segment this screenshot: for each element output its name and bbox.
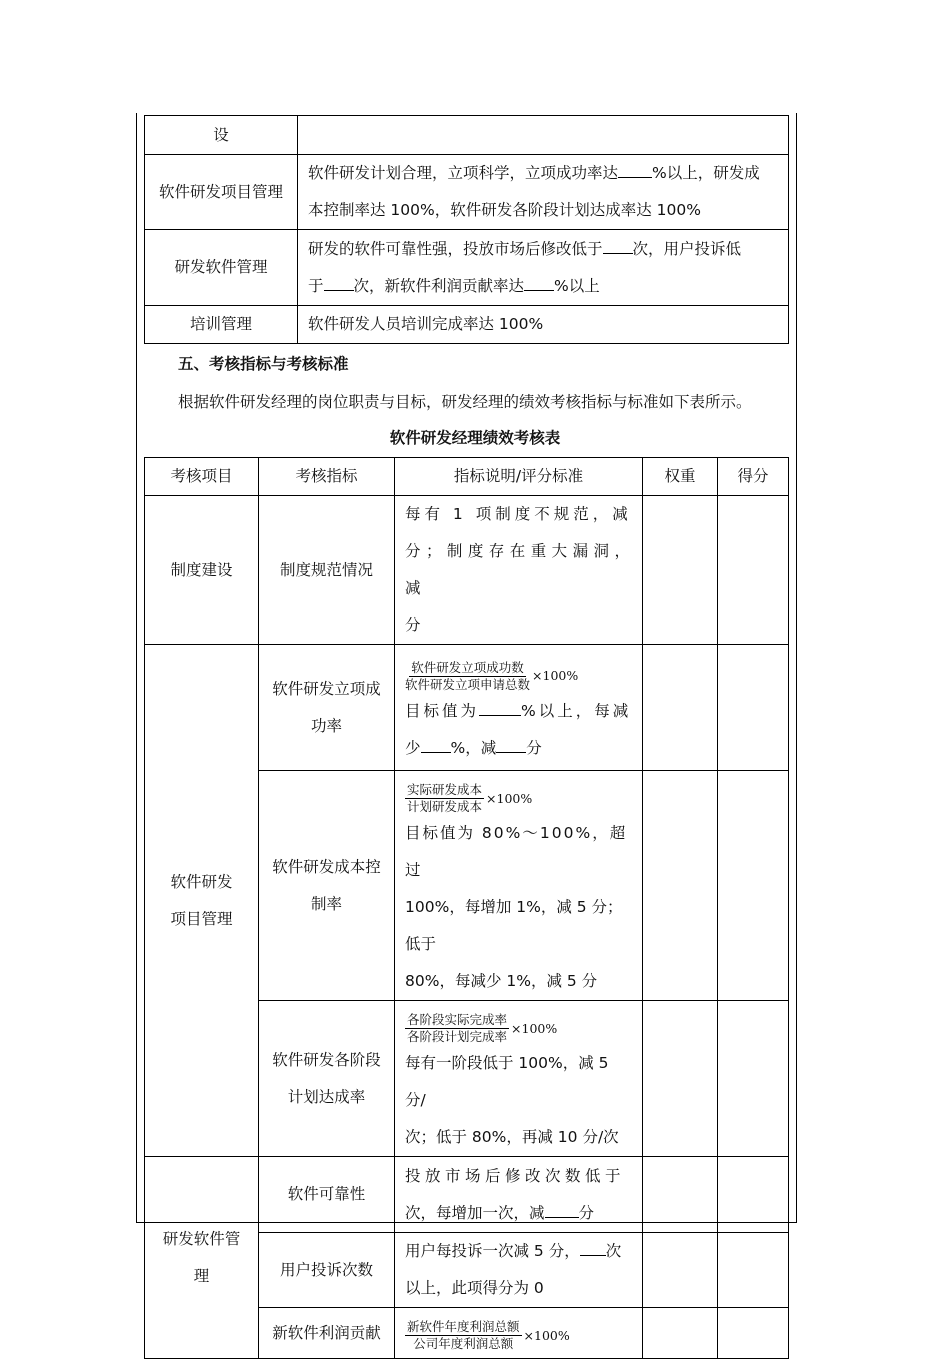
text: 用户每投诉一次减 5 分， [405,1242,580,1260]
formula [405,1319,570,1352]
group-line: 理 [193,1266,210,1285]
text: 次，用户投诉低 [632,239,742,258]
score-cell [718,771,789,1001]
cell-item: 研发软件管理 [145,230,298,306]
text: 软件研发计划合理，立项科学，立项成功率达 [308,164,619,182]
blank-field [618,163,652,178]
formula-denominator: 计划研发成本 [407,799,483,814]
score-cell [718,645,789,771]
text: %以上 [554,276,600,295]
group-cell [145,1157,259,1359]
header-cell: 得分 [718,458,789,496]
desc-line: 次；低于 80%，再减 10 分/次 [405,1128,619,1146]
desc-line [405,730,634,767]
indicator-cell [259,771,395,1001]
text: 研发的软件可靠性强，投放市场后修改低于 [308,239,603,258]
indicator-cell [259,645,395,771]
text: %以上，每减 [521,701,632,720]
weight-cell [643,645,718,771]
text: 分 [578,1203,595,1222]
desc-line: 以上，此项得分为 0 [405,1279,544,1297]
formula-multiplier: ×100% [486,790,533,806]
table-row [145,645,789,771]
text: %以上，研发成 [652,164,760,182]
cell-standard [298,116,789,155]
weight-cell [643,1001,718,1157]
weight-cell [643,1233,718,1308]
blank-field [496,738,526,753]
formula [405,782,532,815]
desc-cell [395,771,643,1001]
formula-numerator: 新软件年度利润总额 [407,1319,520,1334]
indicator-line: 软件研发各阶段 [272,1050,381,1069]
cell-standard [298,155,789,230]
text: %，减 [450,738,497,757]
blank-field [524,276,554,291]
indicator-cell [259,1001,395,1157]
indicator-line: 制率 [310,894,342,913]
table-row [145,1157,789,1233]
desc-cell [395,1308,643,1359]
formula [405,660,578,693]
group-line: 项目管理 [170,909,233,928]
desc-line: 分；制度存在重大漏洞，减 [405,542,634,597]
indicator-cell: 制度规范情况 [259,496,395,645]
formula-numerator: 软件研发立项成功数 [411,659,524,675]
header-cell: 考核项目 [145,458,259,496]
weight-cell [643,1308,718,1359]
table-row [145,230,789,306]
desc-line: 投放市场后修改次数低于 [405,1166,626,1185]
formula-numerator: 实际研发成本 [407,782,483,797]
desc-line: 每有 1 项制度不规范，减 [405,505,632,523]
formula [405,1012,557,1045]
header-cell: 考核指标 [259,458,395,496]
formula-multiplier: ×100% [532,668,579,683]
blank-field [545,1203,579,1218]
intro-paragraph: 根据软件研发经理的岗位职责与目标，研发经理的绩效考核指标与标准如下表所示。 [178,393,752,411]
text: 于 [308,276,324,295]
blank-field [421,738,451,753]
formula-multiplier: ×100% [523,1327,570,1343]
formula-numerator: 各阶段实际完成率 [407,1012,508,1027]
responsibility-table [144,115,789,344]
score-cell [718,1233,789,1308]
text: 次，新软件利润贡献率达 [353,276,525,295]
header-row [145,458,789,496]
desc-cell [395,645,643,771]
formula-denominator: 各阶段计划完成率 [407,1029,508,1044]
formula-multiplier: ×100% [511,1020,558,1036]
cell-item: 设 [145,116,298,155]
text: 少 [405,738,421,757]
desc-cell [395,496,643,645]
table-row [145,155,789,230]
section-title: 五、考核指标与考核标准 [178,355,349,373]
score-cell [718,1001,789,1157]
table-row [145,496,789,645]
text: 次，每增加一次，减 [405,1203,545,1222]
header-cell: 指标说明/评分标准 [395,458,643,496]
desc-line [405,693,634,730]
formula-denominator: 公司年度利润总额 [413,1336,514,1351]
desc-cell [395,1001,643,1157]
table-row [145,116,789,155]
weight-cell [643,1157,718,1233]
desc-line: 每有一阶段低于 100%，减 5 分/ [405,1054,609,1109]
text: 次 [605,1242,622,1260]
desc-line: 分 [405,616,421,634]
indicator-cell: 软件可靠性 [259,1157,395,1233]
score-cell [718,1308,789,1359]
score-cell [718,496,789,645]
desc-line [405,1195,634,1232]
indicator-line: 软件研发成本控 [272,857,381,876]
header-cell: 权重 [643,458,718,496]
group-cell [145,645,259,1157]
indicator-line: 软件研发立项成 [272,679,381,698]
score-cell [718,1157,789,1233]
desc-line: 100%，每增加 1%，减 5 分；低于 [405,898,623,953]
indicator-line: 计划达成率 [287,1087,366,1106]
weight-cell [643,496,718,645]
text: 分 [526,738,542,757]
desc-line [405,1233,634,1270]
desc-cell [395,1233,643,1308]
blank-field [479,701,521,716]
table-title: 软件研发经理绩效考核表 [389,429,561,447]
table-row [145,306,789,344]
group-cell: 制度建设 [145,496,259,645]
blank-field [324,276,354,291]
group-line: 软件研发 [170,872,233,891]
text: 本控制率达 100%，软件研发各阶段计划达成率达 100% [308,201,701,219]
text: 目标值为 [405,701,480,720]
cell-standard [298,230,789,306]
formula-denominator: 软件研发立项申请总数 [405,676,531,692]
indicator-line: 功率 [310,716,342,735]
kpi-table [144,457,789,1359]
indicator-cell: 新软件利润贡献 [259,1308,395,1359]
blank-field [580,1241,606,1256]
desc-line: 80%，每减少 1%，减 5 分 [405,972,598,990]
cell-item: 软件研发项目管理 [145,155,298,230]
desc-line: 目标值为 80%～100%，超过 [405,824,628,879]
blank-field [603,239,633,254]
cell-standard: 软件研发人员培训完成率达 100% [298,306,789,344]
weight-cell [643,771,718,1001]
group-line: 研发软件管 [162,1229,241,1248]
desc-cell [395,1157,643,1233]
cell-item: 培训管理 [145,306,298,344]
indicator-cell: 用户投诉次数 [259,1233,395,1308]
